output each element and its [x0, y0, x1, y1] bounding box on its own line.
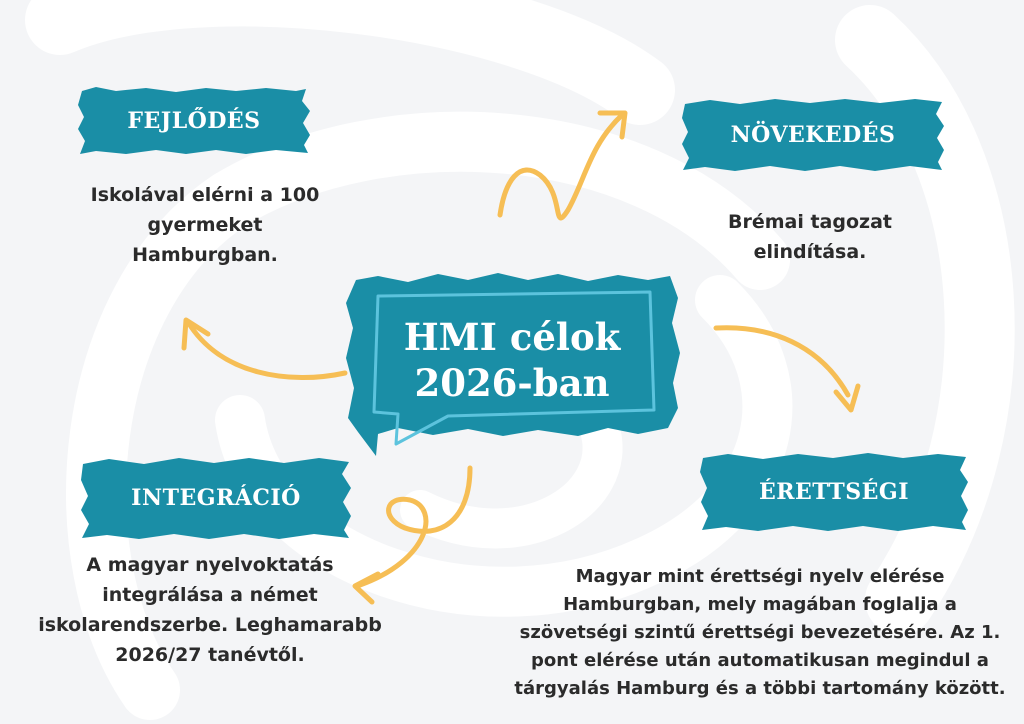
fejlodes-text [60, 180, 350, 270]
erettsegi-text-line: szövetségi szintű érettségi bevezetésére. Az 1. [519, 622, 1001, 643]
fejlodes-text-line: Hamburgban. [132, 244, 278, 266]
integracio-text-line: iskolarendszerbe. Leghamarabb [38, 614, 382, 636]
integracio-text-line: 2026/27 tanévtől. [115, 644, 305, 666]
integracio-text-line: integrálása a német [102, 584, 318, 606]
erettsegi-text-line: tárgyalás Hamburg és a többi tartomány között. [514, 678, 1006, 699]
novekedes-text [680, 207, 940, 267]
erettsegi-text-line: Hamburgban, mely magában foglalja a [563, 594, 957, 615]
fejlodes-heading-label: FEJLŐDÉS [127, 108, 261, 134]
fejlodes-text-line: Iskolával elérni a 100 [90, 184, 320, 206]
fejlodes-heading [76, 87, 312, 155]
erettsegi-heading [698, 452, 970, 532]
integracio-heading [79, 456, 353, 540]
integracio-text [30, 550, 390, 670]
center-title [362, 290, 662, 430]
erettsegi-heading-label: ÉRETTSÉGI [758, 479, 909, 505]
arrow-to-erettsegi [716, 328, 858, 410]
novekedes-text-line: elindítása. [753, 241, 867, 263]
erettsegi-text-line: Magyar mint érettségi nyelv elérése [575, 566, 945, 587]
erettsegi-text [505, 563, 1015, 703]
arrow-to-novekedes [500, 113, 625, 218]
erettsegi-text-line: pont elérése után automatikusan megindul a [531, 650, 989, 671]
novekedes-text-line: Brémai tagozat [727, 211, 892, 233]
novekedes-heading-label: NÖVEKEDÉS [730, 122, 896, 148]
arrow-to-fejlodes [184, 320, 345, 378]
center-title-line-2: 2026-ban [414, 361, 610, 405]
integracio-text-line: A magyar nyelvoktatás [86, 554, 334, 576]
center-title-line-1: HMI célok [403, 315, 621, 359]
novekedes-heading [680, 98, 946, 172]
fejlodes-text-line: gyermeket [147, 214, 263, 236]
integracio-heading-label: INTEGRÁCIÓ [131, 485, 301, 511]
